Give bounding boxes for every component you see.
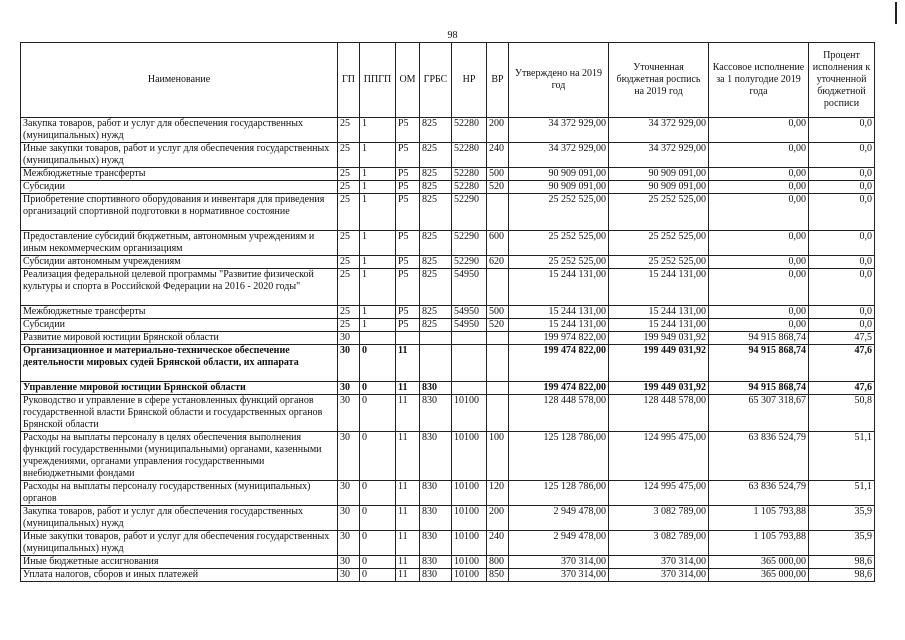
cell-gp: 30 [338,531,360,556]
cell-ppgp: 1 [360,269,396,306]
cell-refined: 34 372 929,00 [609,143,709,168]
table-row [21,481,875,506]
table-row [21,569,875,582]
cell-om: 11 [396,481,420,506]
header-name: Наименование [21,43,338,118]
cell-approved: 15 244 131,00 [509,319,609,332]
cell-approved: 90 909 091,00 [509,168,609,181]
cell-gp: 25 [338,168,360,181]
table-row [21,531,875,556]
cell-refined: 199 449 031,92 [609,382,709,395]
cell-vr: 800 [487,556,509,569]
cell-cash: 0,00 [709,168,809,181]
header-percent: Процент исполнения к уточненной бюджетной росписи [809,43,875,118]
cell-ppgp: 0 [360,569,396,582]
header-vr: ВР [487,43,509,118]
table-row [21,181,875,194]
cell-percent: 47,6 [809,382,875,395]
cell-gp: 30 [338,345,360,382]
cell-ppgp: 0 [360,556,396,569]
cell-name: Уплата налогов, сборов и иных платежей [21,569,338,582]
cell-nr: 10100 [452,395,487,432]
cell-percent: 0,0 [809,256,875,269]
cell-name: Расходы на выплаты персоналу в целях обеспечения выполнения функций государственными (муниципальными) органами, казенными учреждениями, органами управления государственными внебюджетными фондами [21,432,338,481]
cell-ppgp: 0 [360,382,396,395]
cell-ppgp [360,332,396,345]
cell-gp: 30 [338,382,360,395]
cell-refined: 34 372 929,00 [609,118,709,143]
cell-cash: 63 836 524,79 [709,481,809,506]
cell-om: 11 [396,556,420,569]
cell-approved: 25 252 525,00 [509,256,609,269]
cell-vr: 240 [487,531,509,556]
header-approved: Утверждено на 2019 год [509,43,609,118]
cell-grbs: 825 [420,269,452,306]
cell-nr: 10100 [452,569,487,582]
cell-vr: 200 [487,506,509,531]
cell-om: 11 [396,432,420,481]
cell-ppgp: 0 [360,481,396,506]
table-row [21,143,875,168]
cell-om: 11 [396,395,420,432]
header-om: ОМ [396,43,420,118]
cell-percent: 0,0 [809,118,875,143]
cell-percent: 0,0 [809,319,875,332]
cell-approved: 370 314,00 [509,569,609,582]
cell-cash: 0,00 [709,194,809,231]
table-row [21,382,875,395]
table-row [21,194,875,231]
cell-cash: 0,00 [709,306,809,319]
cell-gp: 25 [338,181,360,194]
cell-cash: 94 915 868,74 [709,332,809,345]
cell-vr [487,395,509,432]
cell-vr [487,382,509,395]
cell-nr: 10100 [452,556,487,569]
cell-gp: 30 [338,506,360,531]
cell-gp: 25 [338,118,360,143]
cell-cash: 1 105 793,88 [709,531,809,556]
cell-gp: 30 [338,556,360,569]
cell-om: 11 [396,506,420,531]
table-row [21,395,875,432]
cell-nr: 54950 [452,269,487,306]
cell-vr: 200 [487,118,509,143]
cell-refined: 370 314,00 [609,556,709,569]
cell-name: Закупка товаров, работ и услуг для обеспечения государственных (муниципальных) нужд [21,118,338,143]
cell-grbs: 830 [420,531,452,556]
cell-grbs: 825 [420,181,452,194]
cell-approved: 199 974 822,00 [509,332,609,345]
cell-percent: 35,9 [809,531,875,556]
table-row [21,432,875,481]
budget-execution-table [20,42,875,582]
cell-nr: 54950 [452,319,487,332]
header-refined: Уточненная бюджетная роспись на 2019 год [609,43,709,118]
cell-grbs: 830 [420,569,452,582]
cell-cash: 94 915 868,74 [709,345,809,382]
cell-om: P5 [396,269,420,306]
cell-cash: 0,00 [709,118,809,143]
cell-grbs: 830 [420,382,452,395]
cell-grbs: 830 [420,395,452,432]
cell-om: P5 [396,118,420,143]
cell-nr: 52280 [452,168,487,181]
cell-cash: 0,00 [709,231,809,256]
cell-percent: 51,1 [809,481,875,506]
cell-refined: 25 252 525,00 [609,256,709,269]
cell-approved: 90 909 091,00 [509,181,609,194]
cell-ppgp: 0 [360,395,396,432]
cell-name: Предоставление субсидий бюджетным, автономным учреждениям и иным некоммерческим организациям [21,231,338,256]
cell-ppgp: 1 [360,181,396,194]
cell-name: Иные закупки товаров, работ и услуг для обеспечения государственных (муниципальных) нужд [21,143,338,168]
cell-grbs: 825 [420,319,452,332]
cell-cash: 94 915 868,74 [709,382,809,395]
cell-vr: 120 [487,481,509,506]
cell-vr: 500 [487,168,509,181]
cell-gp: 30 [338,332,360,345]
cell-ppgp: 0 [360,345,396,382]
cell-refined: 15 244 131,00 [609,306,709,319]
cell-grbs: 825 [420,256,452,269]
cell-refined: 90 909 091,00 [609,168,709,181]
cell-refined: 199 949 031,92 [609,332,709,345]
cell-percent: 98,6 [809,569,875,582]
cell-vr: 520 [487,181,509,194]
cell-vr: 600 [487,231,509,256]
table-row [21,118,875,143]
cell-refined: 25 252 525,00 [609,231,709,256]
cell-gp: 25 [338,194,360,231]
cell-ppgp: 1 [360,256,396,269]
cell-name: Иные закупки товаров, работ и услуг для обеспечения государственных (муниципальных) нужд [21,531,338,556]
cell-name: Иные бюджетные ассигнования [21,556,338,569]
cell-percent: 0,0 [809,231,875,256]
cell-ppgp: 1 [360,319,396,332]
cell-grbs: 830 [420,432,452,481]
cell-grbs: 830 [420,556,452,569]
cell-gp: 25 [338,269,360,306]
cell-name: Приобретение спортивного оборудования и инвентаря для приведения организаций спортивной подготовки в нормативное состояние [21,194,338,231]
cell-name: Организационное и материально-техническое обеспечение деятельности мировых судей Брянской области, их аппарата [21,345,338,382]
cell-approved: 15 244 131,00 [509,306,609,319]
cell-name: Управление мировой юстиции Брянской области [21,382,338,395]
cell-ppgp: 1 [360,306,396,319]
cell-gp: 30 [338,432,360,481]
cell-gp: 25 [338,231,360,256]
table-row [21,168,875,181]
cell-grbs [420,345,452,382]
cell-approved: 2 949 478,00 [509,506,609,531]
cell-percent: 51,1 [809,432,875,481]
cell-gp: 25 [338,143,360,168]
cell-om [396,332,420,345]
cell-refined: 124 995 475,00 [609,481,709,506]
cell-approved: 199 474 822,00 [509,382,609,395]
cell-name: Закупка товаров, работ и услуг для обеспечения государственных (муниципальных) нужд [21,506,338,531]
cell-approved: 25 252 525,00 [509,194,609,231]
cell-ppgp: 1 [360,194,396,231]
cell-refined: 124 995 475,00 [609,432,709,481]
cell-grbs: 825 [420,231,452,256]
cell-percent: 0,0 [809,306,875,319]
cell-om: P5 [396,143,420,168]
cell-cash: 0,00 [709,143,809,168]
cell-name: Субсидии [21,181,338,194]
cell-gp: 30 [338,395,360,432]
cell-cash: 0,00 [709,256,809,269]
cell-refined: 3 082 789,00 [609,506,709,531]
cell-percent: 0,0 [809,181,875,194]
cell-approved: 15 244 131,00 [509,269,609,306]
cell-percent: 0,0 [809,168,875,181]
cell-cash: 65 307 318,67 [709,395,809,432]
cell-grbs: 825 [420,168,452,181]
cell-ppgp: 0 [360,531,396,556]
cell-refined: 15 244 131,00 [609,269,709,306]
cell-om: 11 [396,531,420,556]
cell-percent: 35,9 [809,506,875,531]
cell-approved: 34 372 929,00 [509,143,609,168]
table-row [21,256,875,269]
cell-approved: 128 448 578,00 [509,395,609,432]
cell-vr [487,345,509,382]
cell-om: 11 [396,345,420,382]
cell-approved: 370 314,00 [509,556,609,569]
cell-om: P5 [396,168,420,181]
cell-grbs [420,332,452,345]
cell-percent: 47,6 [809,345,875,382]
cell-om: P5 [396,194,420,231]
cell-ppgp: 1 [360,231,396,256]
cell-name: Межбюджетные трансферты [21,168,338,181]
cell-refined: 25 252 525,00 [609,194,709,231]
cell-vr [487,194,509,231]
cell-refined: 128 448 578,00 [609,395,709,432]
cell-percent: 0,0 [809,143,875,168]
header-nr: НР [452,43,487,118]
table-row [21,231,875,256]
cell-om: P5 [396,256,420,269]
cell-name: Развитие мировой юстиции Брянской области [21,332,338,345]
cell-approved: 34 372 929,00 [509,118,609,143]
cell-om: P5 [396,319,420,332]
cell-name: Руководство и управление в сфере установленных функций органов государственной власти Брянской области и государственных органов Брянской области [21,395,338,432]
table-header-row [21,43,875,118]
cell-nr [452,345,487,382]
cell-nr: 52290 [452,256,487,269]
cell-nr: 52290 [452,231,487,256]
cell-vr: 100 [487,432,509,481]
cell-nr: 10100 [452,432,487,481]
cell-nr: 52290 [452,194,487,231]
cell-ppgp: 1 [360,118,396,143]
cell-grbs: 825 [420,143,452,168]
cell-ppgp: 1 [360,168,396,181]
header-ppgp: ППГП [360,43,396,118]
cell-percent: 50,8 [809,395,875,432]
table-body [21,118,875,582]
cell-name: Реализация федеральной целевой программы "Развитие физической культуры и спорта в Российской Федерации на 2016 - 2020 годы" [21,269,338,306]
cell-ppgp: 0 [360,432,396,481]
cell-percent: 98,6 [809,556,875,569]
cell-cash: 0,00 [709,269,809,306]
cell-grbs: 825 [420,306,452,319]
scan-edge-mark [895,2,897,24]
cell-gp: 25 [338,256,360,269]
cell-om: P5 [396,231,420,256]
cell-nr: 52280 [452,181,487,194]
cell-vr [487,332,509,345]
cell-nr: 54950 [452,306,487,319]
cell-approved: 125 128 786,00 [509,432,609,481]
table-row [21,556,875,569]
cell-om: 11 [396,569,420,582]
cell-vr: 620 [487,256,509,269]
table-row [21,269,875,306]
cell-om: 11 [396,382,420,395]
cell-percent: 0,0 [809,194,875,231]
cell-cash: 0,00 [709,181,809,194]
cell-nr [452,382,487,395]
cell-refined: 199 449 031,92 [609,345,709,382]
cell-grbs: 825 [420,118,452,143]
cell-approved: 25 252 525,00 [509,231,609,256]
cell-vr: 520 [487,319,509,332]
cell-percent: 0,0 [809,269,875,306]
cell-ppgp: 1 [360,143,396,168]
cell-nr: 10100 [452,506,487,531]
cell-gp: 25 [338,306,360,319]
cell-gp: 25 [338,319,360,332]
page-number: 98 [447,30,458,41]
cell-om: P5 [396,306,420,319]
table-row [21,345,875,382]
table-row [21,506,875,531]
cell-approved: 199 474 822,00 [509,345,609,382]
cell-cash: 1 105 793,88 [709,506,809,531]
header-gp: ГП [338,43,360,118]
cell-cash: 63 836 524,79 [709,432,809,481]
table-row [21,332,875,345]
cell-percent: 47,5 [809,332,875,345]
cell-name: Расходы на выплаты персоналу государственных (муниципальных) органов [21,481,338,506]
cell-grbs: 830 [420,506,452,531]
cell-approved: 2 949 478,00 [509,531,609,556]
cell-name: Межбюджетные трансферты [21,306,338,319]
cell-grbs: 825 [420,194,452,231]
cell-cash: 365 000,00 [709,569,809,582]
header-cash: Кассовое исполнение за 1 полугодие 2019 года [709,43,809,118]
table-row [21,319,875,332]
cell-om: P5 [396,181,420,194]
cell-name: Субсидии [21,319,338,332]
cell-nr [452,332,487,345]
cell-approved: 125 128 786,00 [509,481,609,506]
cell-gp: 30 [338,569,360,582]
cell-vr: 500 [487,306,509,319]
cell-refined: 370 314,00 [609,569,709,582]
cell-refined: 3 082 789,00 [609,531,709,556]
cell-name: Субсидии автономным учреждениям [21,256,338,269]
cell-nr: 52280 [452,143,487,168]
cell-ppgp: 0 [360,506,396,531]
header-grbs: ГРБС [420,43,452,118]
cell-refined: 90 909 091,00 [609,181,709,194]
cell-cash: 365 000,00 [709,556,809,569]
cell-nr: 52280 [452,118,487,143]
cell-nr: 10100 [452,531,487,556]
cell-vr: 850 [487,569,509,582]
cell-gp: 30 [338,481,360,506]
cell-vr [487,269,509,306]
cell-cash: 0,00 [709,319,809,332]
cell-nr: 10100 [452,481,487,506]
cell-grbs: 830 [420,481,452,506]
cell-vr: 240 [487,143,509,168]
table-row [21,306,875,319]
cell-refined: 15 244 131,00 [609,319,709,332]
